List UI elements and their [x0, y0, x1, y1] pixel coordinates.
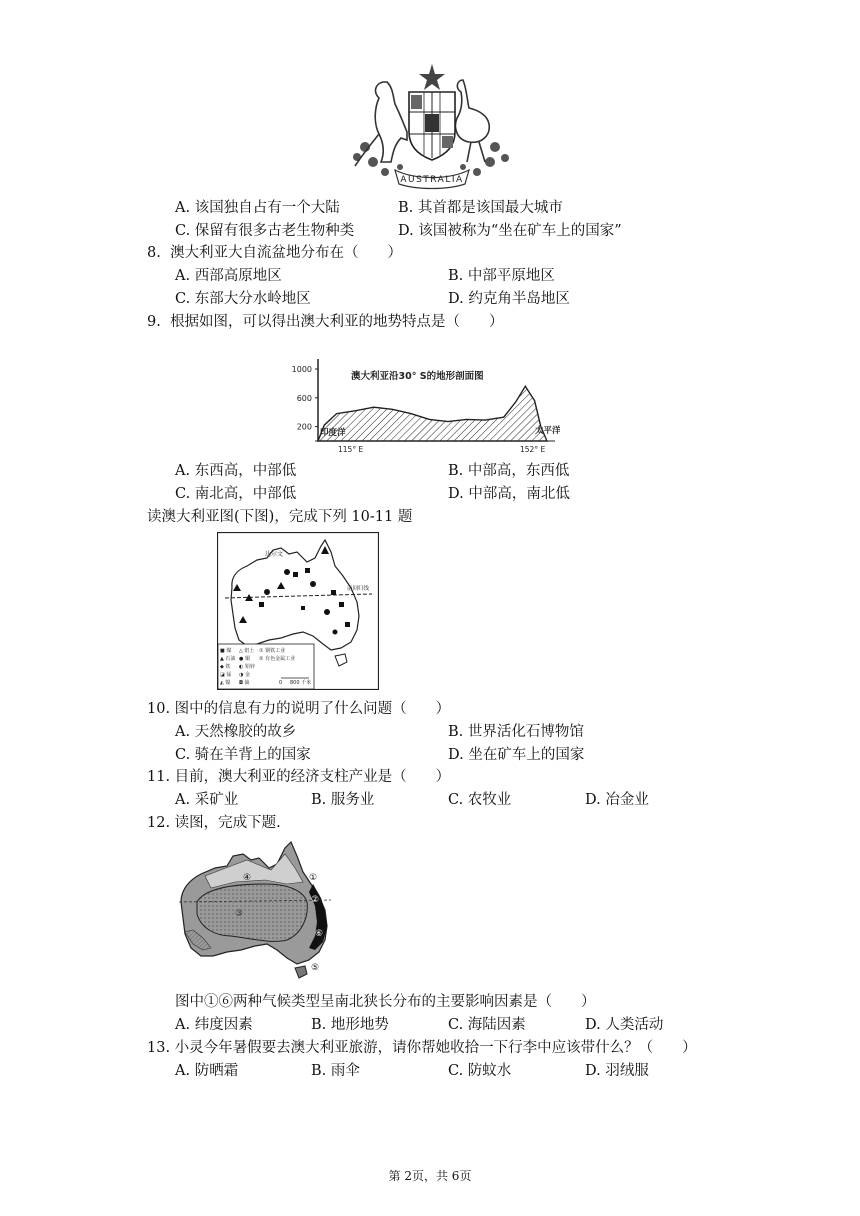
option-letter: A.: [175, 200, 191, 216]
legend-r4c0: ◭ 镍: [220, 680, 231, 686]
option-letter: D.: [585, 792, 601, 808]
option-letter: B.: [398, 200, 414, 216]
option-letter: B.: [448, 463, 464, 479]
q9-stem: [147, 312, 504, 332]
option-letter: C.: [175, 486, 191, 502]
legend-r0c1: △ 铝土: [239, 648, 255, 654]
legend-r1c1: ● 铜: [239, 656, 250, 662]
q7-option-d: [398, 221, 622, 241]
q9-option-c: [175, 484, 296, 504]
option-text: 纬度因素: [194, 1017, 253, 1033]
q8-stem: [147, 243, 402, 263]
q12-option-c: [448, 1015, 526, 1035]
q12-option-a: [175, 1015, 253, 1035]
q11-option-b: [311, 790, 374, 810]
x-left-label: 115° E: [338, 445, 364, 454]
q12-sub-stem: 图中①⑥两种气候类型呈南北狭长分布的主要影响因素是（ ）: [175, 994, 596, 1010]
intro-10-11: 读澳大利亚图(下图)，完成下列 10-11 题: [147, 509, 413, 525]
option-letter: C.: [175, 747, 191, 763]
option-text: 雨伞: [330, 1063, 360, 1079]
option-letter: B.: [311, 1017, 327, 1033]
q9-option-b: [448, 461, 569, 481]
option-text: 中部平原地区: [467, 268, 555, 284]
option-letter: D.: [585, 1017, 601, 1033]
option-letter: C.: [448, 792, 464, 808]
q11-option-c: [448, 790, 511, 810]
option-text: 其首都是该国最大城市: [417, 200, 563, 216]
question-number: 10.: [147, 701, 171, 717]
option-text: 冶金业: [605, 792, 649, 808]
legend-r3c1: ◑ 金: [239, 672, 250, 678]
option-text: 世界活化石博物馆: [467, 724, 584, 740]
q7-option-b: [398, 198, 563, 218]
indian-ocean-label: 印度洋: [320, 428, 346, 438]
y-tick-label: 600: [296, 393, 312, 403]
option-letter: B.: [448, 724, 464, 740]
legend-r0c0: ■ 煤: [220, 648, 232, 654]
emblem-banner-text: AUSTRALIA: [400, 175, 464, 185]
option-text: 坐在矿车上的国家: [468, 747, 585, 763]
q8-option-c: [175, 289, 311, 309]
option-letter: A.: [175, 792, 191, 808]
climate-map: [175, 840, 335, 980]
legend-r1c0: ▲ 石油: [220, 656, 236, 662]
q10-option-d: [448, 745, 584, 765]
q12-option-b: [311, 1015, 389, 1035]
legend-r2c0: ◆ 铁: [220, 664, 231, 670]
climate-label-3: ③: [235, 909, 244, 919]
option-letter: C.: [175, 223, 191, 239]
q8-option-b: [448, 266, 555, 286]
option-letter: B.: [311, 1063, 327, 1079]
option-letter: B.: [311, 792, 327, 808]
q12-stem: [147, 813, 281, 833]
option-text: 服务业: [330, 792, 375, 808]
option-letter: D.: [448, 486, 464, 502]
option-text: 西部高原地区: [194, 268, 282, 284]
q10-option-a: [175, 722, 296, 742]
legend-r3c0: ◪ 锰: [220, 672, 232, 678]
question-number: 8.: [147, 245, 161, 261]
option-text: 羽绒服: [605, 1063, 649, 1079]
pacific-ocean-label: 太平洋: [535, 426, 560, 436]
option-letter: B.: [448, 268, 464, 284]
q9-option-a: [175, 461, 296, 481]
legend-r1c2: ② 有色金属工业: [259, 656, 296, 662]
climate-label-5: ⑤: [311, 963, 320, 973]
q10-option-b: [448, 722, 584, 742]
tropic-label: 南回归线: [347, 586, 370, 592]
option-letter: D.: [448, 291, 464, 307]
option-text: 骑在羊背上的国家: [194, 747, 311, 763]
option-text: 中部高，南北低: [468, 486, 570, 502]
option-text: 该国被称为“坐在矿车上的国家”: [418, 223, 622, 239]
option-text: 东部大分水岭地区: [194, 291, 311, 307]
y-tick-label: 200: [296, 422, 312, 432]
q10-stem: [147, 699, 450, 719]
option-text: 农牧业: [467, 792, 512, 808]
darwin-label: 达尔文: [265, 551, 284, 558]
question-number: 13.: [147, 1040, 171, 1056]
legend-r2c1: ◐ 铅锌: [239, 664, 255, 670]
option-text: 东西高，中部低: [194, 463, 297, 479]
desert-zone: [197, 884, 307, 941]
question-text: 目前，澳大利亚的经济支柱产业是（ ）: [174, 769, 451, 785]
option-letter: D.: [585, 1063, 601, 1079]
question-text: 图中的信息有力的说明了什么问题（ ）: [174, 701, 451, 717]
question-text: 澳大利亚大自流盆地分布在（ ）: [170, 245, 403, 261]
q13-stem: [147, 1038, 697, 1058]
option-letter: A.: [175, 463, 191, 479]
page-footer: 第 2页，共 6页: [388, 1169, 472, 1183]
option-text: 海陆因素: [467, 1017, 526, 1033]
option-text: 南北高，中部低: [194, 486, 297, 502]
terrain-area: [318, 386, 547, 441]
question-text: 根据如图，可以得出澳大利亚的地势特点是（ ）: [170, 314, 504, 330]
climate-label-2: ②: [311, 895, 320, 905]
tasmania-outline: [295, 966, 307, 978]
option-letter: D.: [398, 223, 414, 239]
option-letter: A.: [175, 1063, 191, 1079]
q11-option-a: [175, 790, 238, 810]
q11-option-d: [585, 790, 649, 810]
q7-option-a: [175, 198, 340, 218]
legend-r0c2: ① 钢铁工业: [259, 648, 286, 654]
q11-stem: [147, 767, 450, 787]
option-text: 保留有很多古老生物种类: [194, 223, 355, 239]
legend-r4c1: ◘ 铀: [239, 680, 250, 686]
q12-option-d: [585, 1015, 663, 1035]
question-number: 9.: [147, 314, 161, 330]
question-text: 读图，完成下题.: [174, 815, 281, 831]
y-tick-label: 1000: [291, 365, 312, 374]
q7-option-c: [175, 221, 354, 241]
q13-option-c: [448, 1061, 511, 1081]
option-text: 约克角半岛地区: [468, 291, 570, 307]
option-text: 采矿业: [194, 792, 239, 808]
option-text: 中部高，东西低: [467, 463, 570, 479]
climate-label-1: ①: [309, 873, 318, 883]
option-letter: A.: [175, 268, 191, 284]
q9-option-d: [448, 484, 570, 504]
option-letter: A.: [175, 724, 191, 740]
x-right-label: 152° E: [520, 445, 546, 454]
q8-option-a: [175, 266, 282, 286]
option-text: 防蚊水: [467, 1063, 512, 1079]
option-letter: D.: [448, 747, 464, 763]
profile-title: 澳大利亚沿30° S的地形剖面图: [351, 371, 484, 382]
terrain-profile-chart: [285, 355, 560, 458]
climate-label-6: ⑥: [315, 929, 324, 939]
option-text: 天然橡胶的故乡: [194, 724, 297, 740]
mineral-map: [217, 532, 379, 690]
question-number: 11.: [147, 769, 171, 785]
question-text: 小灵今年暑假要去澳大利亚旅游，请你帮她收拾一下行李中应该带什么？（ ）: [174, 1040, 697, 1056]
scale-label: 800 千米: [290, 680, 312, 686]
option-text: 人类活动: [605, 1017, 664, 1033]
option-letter: A.: [175, 1017, 191, 1033]
q13-option-d: [585, 1061, 649, 1081]
q10-option-c: [175, 745, 311, 765]
option-letter: C.: [448, 1017, 464, 1033]
option-letter: C.: [448, 1063, 464, 1079]
option-letter: C.: [175, 291, 191, 307]
climate-label-4: ④: [243, 873, 252, 883]
option-text: 地形地势: [330, 1017, 389, 1033]
q8-option-d: [448, 289, 570, 309]
option-text: 该国独自占有一个大陆: [194, 200, 340, 216]
scale-zero: 0: [279, 680, 283, 686]
option-text: 防晒霜: [194, 1063, 239, 1079]
q13-option-b: [311, 1061, 360, 1081]
q13-option-a: [175, 1061, 238, 1081]
question-number: 12.: [147, 815, 171, 831]
coat-of-arms-image: [345, 62, 520, 192]
